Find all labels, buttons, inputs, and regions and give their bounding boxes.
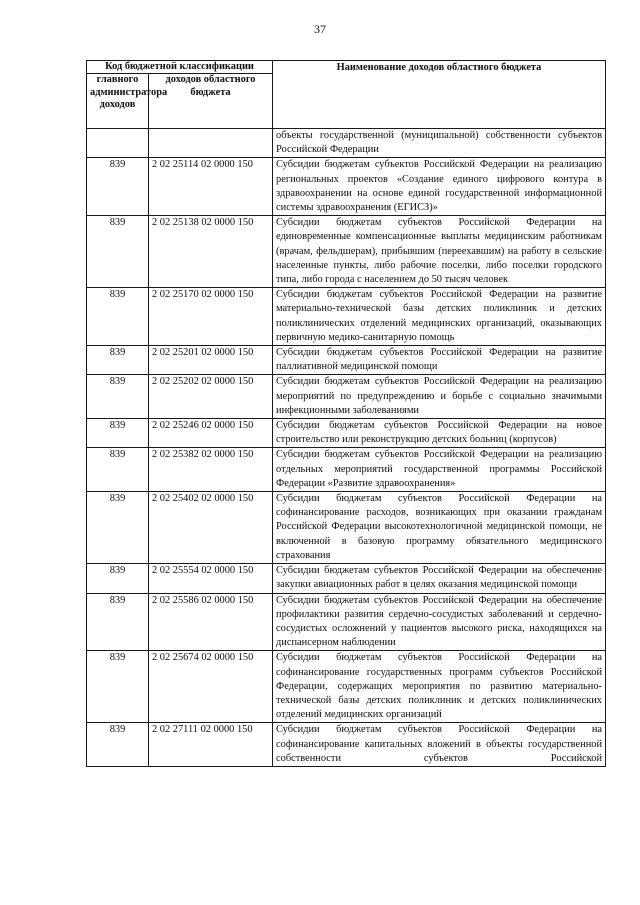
cell-name: Субсидии бюджетам субъектов Российской Федерации на софинансирование капитальных вложений в объекты государственной собственности субъектов Российской [273, 723, 606, 767]
header-income-name: Наименование доходов областного бюджета [273, 61, 606, 129]
table-row [87, 375, 606, 419]
cell-admin: 839 [87, 158, 149, 216]
cell-code: 2 02 27111 02 0000 150 [149, 723, 273, 767]
cell-code: 2 02 25170 02 0000 150 [149, 288, 273, 346]
cell-name: Субсидии бюджетам субъектов Российской Федерации на реализацию мероприятий по предупреждению и борьбе с социально значимыми инфекционными заболеваниями [273, 375, 606, 419]
cell-code: 2 02 25138 02 0000 150 [149, 216, 273, 288]
table-row [87, 492, 606, 564]
header-classification-code: Код бюджетной классификации [87, 61, 273, 74]
budget-classification-table [86, 60, 606, 767]
cell-admin: 839 [87, 564, 149, 593]
page-number: 37 [314, 22, 326, 36]
cell-admin: 839 [87, 492, 149, 564]
cell-name: Субсидии бюджетам субъектов Российской Федерации на обеспечение закупки авиационных работ в целях оказания медицинской помощи [273, 564, 606, 593]
table-row [87, 288, 606, 346]
cell-name: Субсидии бюджетам субъектов Российской Федерации на реализацию региональных проектов «Создание единого цифрового контура в здравоохранении на основе единой государственной информационной системы здравоохранения (ЕГИСЗ)» [273, 158, 606, 216]
cell-name: Субсидии бюджетам субъектов Российской Федерации на развитие паллиативной медицинской помощи [273, 346, 606, 375]
table-row [87, 158, 606, 216]
cell-name: Субсидии бюджетам субъектов Российской Федерации на обеспечение профилактики развития сердечно-сосудистых заболеваний и сердечно-сосудистых осложнений у пациентов высокого риска, находящихся на диспансерном наблюдении [273, 593, 606, 651]
cell-code: 2 02 25246 02 0000 150 [149, 419, 273, 448]
cell-name: Субсидии бюджетам субъектов Российской Федерации на реализацию отдельных мероприятий государственной программы Российской Федерации «Развитие здравоохранения» [273, 448, 606, 492]
cell-admin: 839 [87, 651, 149, 723]
cell-code: 2 02 25674 02 0000 150 [149, 651, 273, 723]
cell-name: объекты государственной (муниципальной) собственности субъектов Российской Федерации [273, 129, 606, 158]
table-row [87, 593, 606, 651]
cell-admin: 839 [87, 448, 149, 492]
cell-code: 2 02 25114 02 0000 150 [149, 158, 273, 216]
cell-name: Субсидии бюджетам субъектов Российской Федерации на развитие материально-технической базы детских поликлиник и детских поликлинических отделений медицинских организаций, оказывающих первичную медико-санитарную помощь [273, 288, 606, 346]
cell-code-empty [149, 129, 273, 158]
cell-code: 2 02 25382 02 0000 150 [149, 448, 273, 492]
table-row-continuation [87, 129, 606, 158]
cell-admin: 839 [87, 419, 149, 448]
cell-admin: 839 [87, 288, 149, 346]
cell-code: 2 02 25586 02 0000 150 [149, 593, 273, 651]
cell-admin: 839 [87, 593, 149, 651]
cell-name: Субсидии бюджетам субъектов Российской Федерации на новое строительство или реконструкцию детских больниц (корпусов) [273, 419, 606, 448]
cell-code: 2 02 25202 02 0000 150 [149, 375, 273, 419]
table-row [87, 346, 606, 375]
table-row [87, 448, 606, 492]
table-row [87, 419, 606, 448]
table-row [87, 216, 606, 288]
table-row [87, 564, 606, 593]
cell-admin: 839 [87, 723, 149, 767]
cell-code: 2 02 25402 02 0000 150 [149, 492, 273, 564]
header-regional-income: доходов областного бюджета [149, 74, 273, 129]
table-row [87, 651, 606, 723]
cell-code: 2 02 25554 02 0000 150 [149, 564, 273, 593]
cell-name: Субсидии бюджетам субъектов Российской Федерации на софинансирование расходов, возникающих при оказании гражданам Российской Федерации высокотехнологичной медицинской помощи, не включенной в базовую программу обязательного медицинского страхования [273, 492, 606, 564]
cell-name: Субсидии бюджетам субъектов Российской Федерации на софинансирование государственных программ субъектов Российской Федерации, содержащих мероприятия по развитию материально-технической базы детских поликлиник и детских поликлинических отделений медицинских организаций [273, 651, 606, 723]
cell-admin-empty [87, 129, 149, 158]
cell-code: 2 02 25201 02 0000 150 [149, 346, 273, 375]
cell-admin: 839 [87, 346, 149, 375]
header-chief-administrator: главного администратора доходов [87, 74, 149, 129]
cell-name: Субсидии бюджетам субъектов Российской Федерации на единовременные компенсационные выплаты медицинским работникам (врачам, фельдшерам), прибывшим (переехавшим) на работу в сельские населенные пункты, либо рабочие поселки, либо поселки городского типа, либо города с населением до 50 тысяч человек [273, 216, 606, 288]
cell-admin: 839 [87, 216, 149, 288]
table-row [87, 723, 606, 767]
cell-admin: 839 [87, 375, 149, 419]
